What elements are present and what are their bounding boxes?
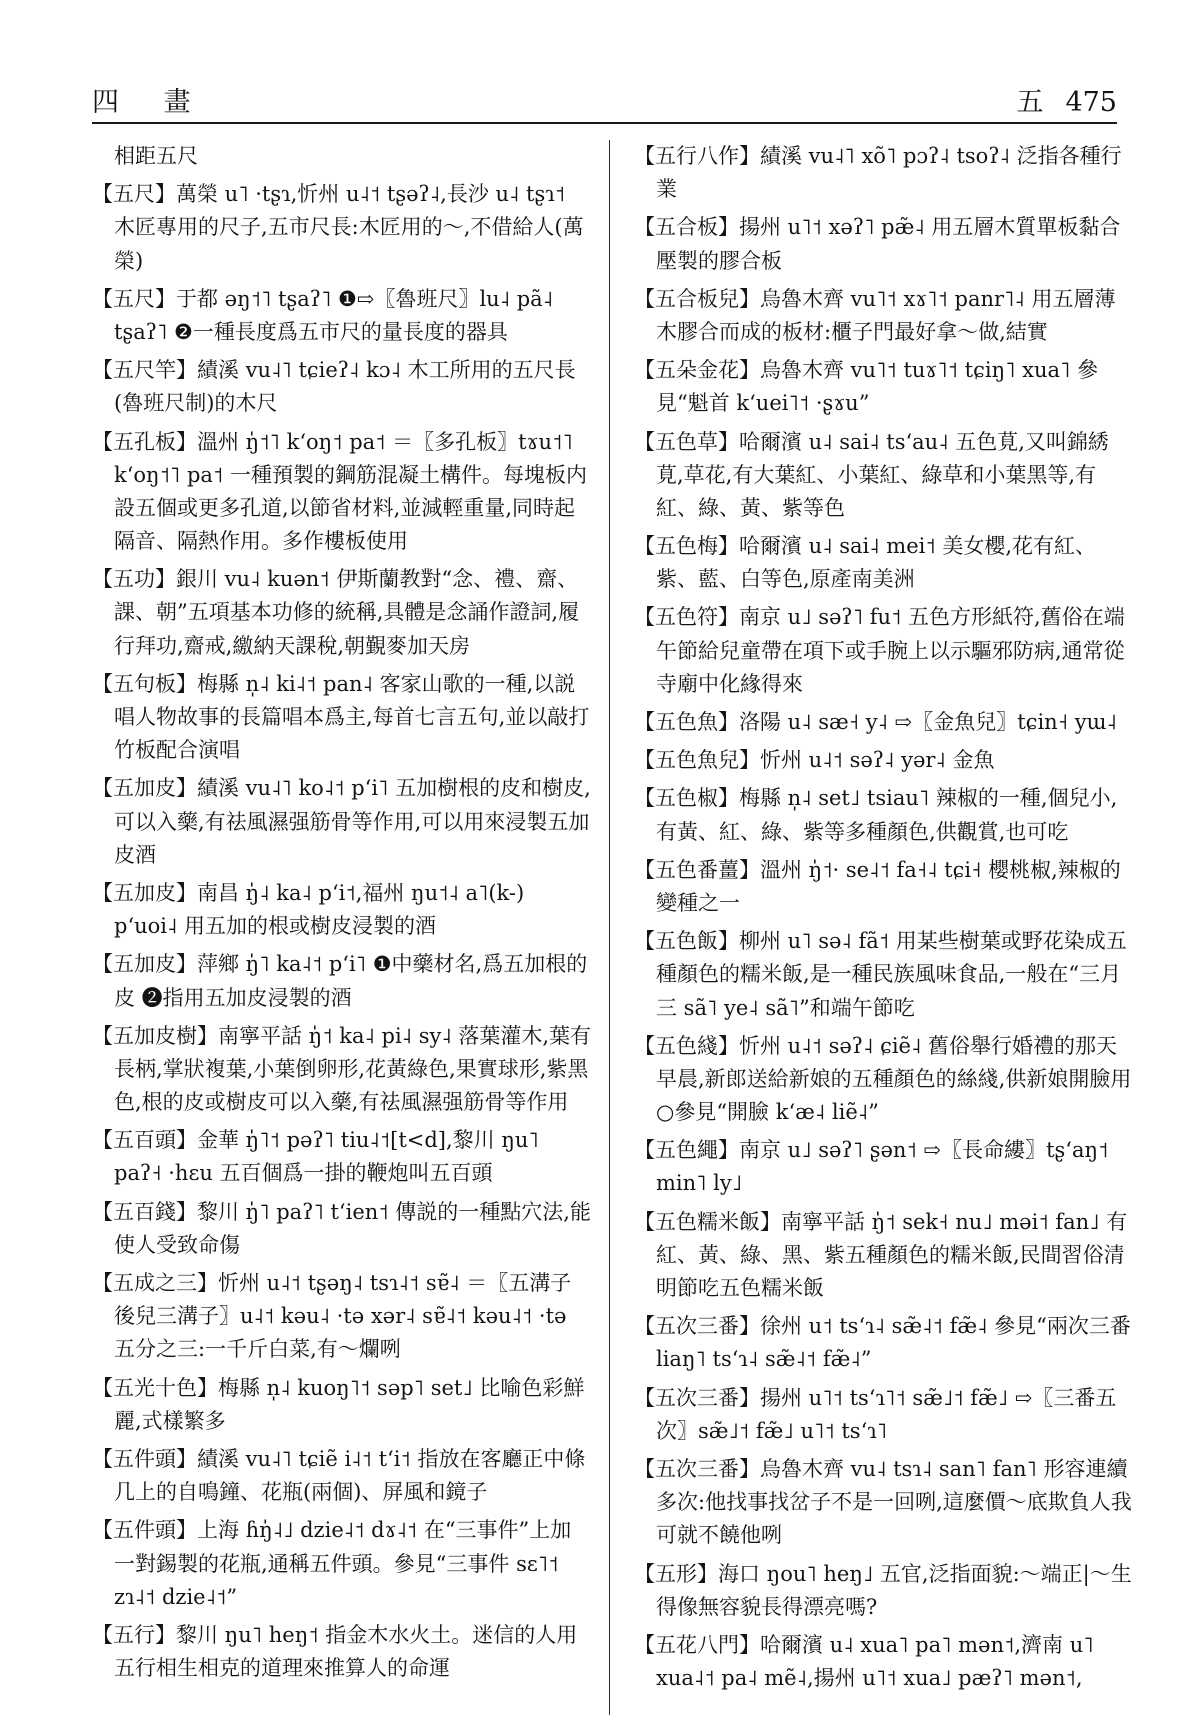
dictionary-entry: 【五尺】萬榮 u˥ ·tʂɿ,忻州 u˨˦ tʂəʔ˨,長沙 u˨ tʂɿ˦ 木匠專用的尺子,五市尺長:木匠用的～,不借給人(萬榮) xyxy=(92,182,584,273)
dictionary-entry: 【五加皮】萍鄉 ŋ̍˥ ka˨˦ pʻi˥ ❶中藥材名,爲五加根的皮 ❷指用五加皮浸製的酒 xyxy=(92,952,588,1010)
dictionary-entry: 【五次三番】揚州 u˥˦ tsʻɿ˥˦ sæ̃˩˦ fæ̃˩ ⇨〖三番五次〗sæ̃˩˦ fæ̃˩ u˥˦ tsʻɿ˥ xyxy=(634,1385,1117,1443)
dictionary-entry: 【五形】海口 ŋou˥ heŋ˩ 五官,泛指面貌:～端正|～生得像無容貌長得漂亮嗎? xyxy=(634,1561,1132,1619)
dictionary-entry: 【五色糯米飯】南寧平話 ŋ̍˦ sek˧ nu˩ məi˦ fan˩ 有紅、黃、綠、黑、紫五種顏色的糯米飯,民間習俗清明節吃五色糯米飯 xyxy=(634,1209,1128,1300)
dictionary-entry: 【五色草】哈爾濱 u˨ sai˨ tsʻau˨ 五色莧,又叫錦綉莧,草花,有大葉紅、小葉紅、綠草和小葉黑等,有紅、綠、黃、紫等色 xyxy=(634,429,1109,520)
radical-section-label: 四 畫 xyxy=(92,87,209,118)
page-number: 475 xyxy=(1065,87,1117,118)
dictionary-entry: 【五色繩】南京 u˩ səʔ˥ ʂən˦ ⇨〖長命縷〗tʂʻaŋ˦ min˥ ly˩ xyxy=(634,1138,1109,1196)
dictionary-entry: 【五句板】梅縣 n̩˨ ki˨˦ pan˨ 客家山歌的一種,以説唱人物故事的長篇唱本爲主,每首七言五句,並以敲打竹板配合演唱 xyxy=(92,671,590,763)
dictionary-entry: 【五加皮樹】南寧平話 ŋ̍˦ ka˨ pi˨ sy˨ 落葉灌木,葉有長柄,掌狀複葉,小葉倒卵形,花黃綠色,果實球形,紫黑色,根的皮或樹皮可以入藥,有祛風濕强筋骨等作用 xyxy=(92,1023,592,1115)
dictionary-entry: 【五次三番】烏魯木齊 vu˨ tsɿ˨ san˥ fan˥ 形容連續多次:他找事找岔子不是一回咧,這麼價～底欺負人我可就不饒他咧 xyxy=(634,1456,1132,1548)
dictionary-entry: 【五件頭】上海 ɦŋ̍˨˩ dzie˨˦ dɤ˨˦ 在“三事件”上加一對錫製的花瓶,通稱五件頭。參見“三事件 sɛ˥˦ zɿ˨˦ dzie˨˦” xyxy=(92,1518,572,1609)
dictionary-entry: 【五百錢】黎川 ŋ̍˥ paʔ˥ tʻien˦ 傳説的一種點穴法,能使人受致命傷 xyxy=(92,1199,591,1257)
dictionary-entry: 【五合板】揚州 u˥˦ xəʔ˥ pæ̃˨ 用五層木質單板黏合壓製的膠合板 xyxy=(634,215,1121,273)
dictionary-entry: 【五尺】于都 əŋ˦˥ tʂaʔ˥ ❶⇨〖魯班尺〗lu˨ pã˨ tʂaʔ˥ ❷一種長度爲五市尺的量長度的器具 xyxy=(92,286,554,344)
dictionary-entry: 【五加皮】南昌 ŋ̍˨ ka˨ pʻi˦,福州 ŋu˦˨ a˥(k-) pʻuoi˨ 用五加的根或樹皮浸製的酒 xyxy=(92,880,525,939)
dictionary-entry: 【五色飯】柳州 u˥ sə˨ fã˦ 用某些樹葉或野花染成五種顏色的糯米飯,是一種民族風味食品,一般在“三月三 sã˥ ye˨ sã˥”和端午節吃 xyxy=(634,929,1127,1020)
dictionary-entry: 【五合板兒】烏魯木齊 vu˥˦ xɤ˥˦ panr˥˨ 用五層薄木膠合而成的板材:櫃子門最好拿～做,結實 xyxy=(634,286,1116,344)
dictionary-entry: 【五成之三】忻州 u˨˦ tʂəŋ˨ tsɿ˨˦ sɐ̃˨ ＝〖五溝子後兒三溝子〗u˨˦ kəu˨ ·tə xər˨ sɐ̃˨˦ kəu˨˦ ·tə 五分之三:一千斤白菜,有～爛咧 xyxy=(92,1271,572,1362)
dictionary-entry: 【五百頭】金華 ŋ̍˥˦ pəʔ˥ tiu˨˦[t<d],黎川 ŋu˥ paʔ˧ ·hɛu 五百個爲一掛的鞭炮叫五百頭 xyxy=(92,1128,539,1186)
dictionary-entry: 【五加皮】績溪 vu˨˥ ko˨˦ pʻi˥ 五加樹根的皮和樹皮,可以入藥,有祛風濕强筋骨等作用,可以用來浸製五加皮酒 xyxy=(92,776,591,867)
dictionary-entry: 【五行】黎川 ŋu˥ heŋ˦ 指金木水火土。迷信的人用五行相生相克的道理來推算人的命運 xyxy=(92,1622,578,1681)
head-character: 五 xyxy=(1016,87,1044,118)
dictionary-entry: 【五行八作】績溪 vu˨˥ xõ˥ pɔʔ˨ tsoʔ˨ 泛指各種行業 xyxy=(634,144,1122,202)
column-divider xyxy=(609,140,610,1715)
page-header-right xyxy=(994,80,1117,119)
dictionary-entry: 【五尺竿】績溪 vu˨˥ tɕieʔ˨ kɔ˨ 木工所用的五尺長(魯班尺制)的木尺 xyxy=(92,358,576,416)
dictionary-entry: 【五色符】南京 u˩ səʔ˥ fu˦ 五色方形紙符,舊俗在端午節給兒童帶在項下或手腕上以示驅邪防病,通常從寺廟中化緣得來 xyxy=(634,605,1125,696)
dictionary-entry: 【五光十色】梅縣 n̩˨ kuoŋ˥˦ səp˥ set˩ 比喻色彩鮮麗,式樣繁多 xyxy=(92,1375,585,1433)
dictionary-entry: 【五朵金花】烏魯木齊 vu˥˦ tuɤ˥˦ tɕiŋ˥ xua˥ 參見“魁首 kʻuei˥˦ ·ʂɤu” xyxy=(634,358,1099,416)
dictionary-entry: 【五功】銀川 vu˨ kuən˦ 伊斯蘭教對“念、禮、齋、課、朝”五項基本功修的統稱,具體是念誦作證詞,履行拜功,齋戒,繳納天課稅,朝覲麥加天房 xyxy=(92,567,580,658)
dictionary-entry: 【五色椒】梅縣 n̩˨ set˩ tsiau˥ 辣椒的一種,個兒小,有黃、紅、綠、紫等多種顏色,供觀賞,也可吃 xyxy=(634,786,1118,844)
dictionary-entry: 【五次三番】徐州 u˦ tsʻɿ˨ sæ̃˨˦ fæ̃˨ 參見“兩次三番 liaŋ˥ tsʻɿ˨ sæ̃˨˦ fæ̃˨” xyxy=(634,1314,1131,1372)
left-column xyxy=(92,140,592,1690)
dictionary-entry: 相距五尺 xyxy=(114,144,198,168)
dictionary-entry: 【五色綫】忻州 u˨˦ səʔ˨ ɕiẽ˨ 舊俗舉行婚禮的那天早晨,新郎送給新娘的五種顏色的絲綫,供新娘開臉用 ○參見“開臉 kʻæ˨ liẽ˨” xyxy=(634,1033,1132,1125)
dictionary-entry: 【五色梅】哈爾濱 u˨ sai˨ mei˦ 美女櫻,花有紅、紫、藍、白等色,原產南美洲 xyxy=(634,534,1097,592)
dictionary-entry: 【五色魚】洛陽 u˨ sæ˧ y˨ ⇨〖金魚兒〗tɕin˧ yɯ˨ xyxy=(634,710,1117,734)
dictionary-entry: 【五件頭】績溪 vu˨˥ tɕiẽ i˨˦ tʻi˦ 指放在客廳正中條几上的自鳴鐘、花瓶(兩個)、屏風和鏡子 xyxy=(92,1446,586,1505)
dictionary-entry: 【五色番薑】溫州 ŋ̍˦· se˨˦ fa˧˨ tɕi˧ 櫻桃椒,辣椒的變種之一 xyxy=(634,857,1121,915)
dictionary-entry: 【五花八門】哈爾濱 u˨ xua˥ pa˥ mən˦,濟南 u˥ xua˨˦ pa˨ mẽ˨,揚州 u˥˦ xua˩ pæʔ˥ mən˦, xyxy=(634,1632,1094,1691)
right-column xyxy=(634,140,1134,1700)
page-header xyxy=(92,78,1117,124)
dictionary-entry: 【五孔板】溫州 ŋ̍˦˥ kʻoŋ˦ pa˦ ＝〖多孔板〗tɤu˦˥ kʻoŋ˦˥ pa˦ 一種預製的鋼筋混凝土構件。每塊板内設五個或更多孔道,以節省材料,並減輕重量,同時起隔音、隔熱作用。多作樓板使用 xyxy=(92,429,587,554)
dictionary-entry: 【五色魚兒】忻州 u˨˦ səʔ˨ yər˨ 金魚 xyxy=(634,748,995,773)
